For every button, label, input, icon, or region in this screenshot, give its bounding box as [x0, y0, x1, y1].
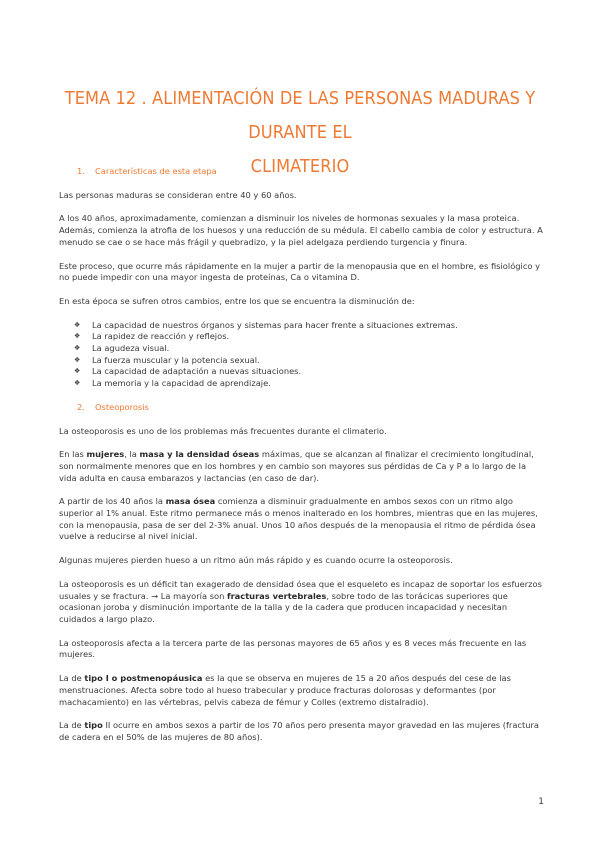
section-heading-1: [59, 166, 543, 178]
list-item: ❖ La fuerza muscular y la potencia sexual.: [74, 354, 260, 365]
page-number: 1: [538, 797, 544, 807]
diamond-bullet-icon: ❖: [74, 332, 81, 341]
list-item: ❖ La capacidad de nuestros órganos y sistemas para hacer frente a situaciones extremas.: [74, 319, 458, 330]
diamond-bullet-icon: ❖: [74, 320, 81, 329]
section-heading-text: Osteoporosis: [95, 401, 149, 412]
title-line-1: TEMA 12 . ALIMENTACIÓN DE LAS PERSONAS MADURAS Y DURANTE EL: [64, 88, 536, 143]
paragraph: Algunas mujeres pierden hueso a un ritmo aún más rápido y es cuando ocurre la osteoporosis.: [59, 555, 453, 566]
paragraph: A partir de los 40 años la masa ósea comienza a disminuir gradualmente en ambos sexos con un ritmo algo superior al 1% anual. Este ritmo permanece más o menos inalterado en los hombres, mientras que en las mujeres, con la menopausia, pasa de ser del 2-3% anual. Unos 10 años después de la menopausia el ritmo de pérdida ósea vuelve a reducirse al nivel inicial.: [59, 496, 538, 542]
diamond-bullet-icon: ❖: [74, 367, 81, 376]
diamond-bullet-icon: ❖: [74, 344, 81, 353]
section-number: 1.: [77, 166, 85, 176]
section-heading-text: Características de esta etapa: [95, 166, 217, 176]
section-number: 2.: [77, 401, 85, 412]
paragraph: Las personas maduras se consideran entre 40 y 60 años.: [59, 189, 297, 200]
paragraph: A los 40 años, aproximadamente, comienzan a disminuir los niveles de hormonas sexuales y la masa proteica. Además, comienza la atrofia de los huesos y una reducción de su médula. El cabello cambia de color y estructura. A menudo se cae o se hace más frágil y quebradizo, y la piel adelgaza perdiendo turgencia y finura.: [59, 213, 543, 247]
title-line-2: CLIMATERIO: [250, 156, 350, 177]
diamond-bullet-icon: ❖: [74, 379, 81, 388]
section-heading-2: [59, 402, 543, 414]
paragraph: En esta época se sufren otros cambios, entre los que se encuentra la disminución de:: [59, 295, 415, 306]
list-item: ❖ La agudeza visual.: [74, 343, 170, 354]
bullet-list: [74, 320, 543, 390]
diamond-bullet-icon: ❖: [74, 355, 81, 364]
paragraph: La de tipo II ocurre en ambos sexos a partir de los 70 años pero presenta mayor gravedad en las mujeres (fractura de cadera en el 50% de las mujeres de 80 años).: [59, 720, 539, 742]
document-body: [59, 166, 543, 756]
paragraph: La osteoporosis afecta a la tercera parte de las personas mayores de 65 años y es 8 veces más frecuente en las mujeres.: [59, 637, 527, 660]
list-item: ❖ La capacidad de adaptación a nuevas situaciones.: [74, 366, 302, 377]
list-item: ❖ La memoria y la capacidad de aprendizaje.: [74, 378, 271, 389]
paragraph: La de tipo I o postmenopáusica es la que se observa en mujeres de 15 a 20 años después del cese de las menstruaciones. Afecta sobre todo al hueso trabecular y produce fracturas dolorosas y deformantes (por machacamiento) en las vértebras, pelvis cabeza de fémur y Colles (extremo distalradio).: [59, 673, 511, 707]
paragraph: Este proceso, que ocurre más rápidamente en la mujer a partir de la menopausia que en el hombre, es fisiológico y no puede impedir con una mayor ingesta de proteínas, Ca o vitamina D.: [59, 260, 541, 283]
list-item: ❖ La rapidez de reacción y reflejos.: [74, 331, 230, 342]
paragraph: La osteoporosis es uno de los problemas más frecuentes durante el climaterio.: [59, 425, 387, 436]
paragraph: En las mujeres, la masa y la densidad óseas máximas, que se alcanzan al finalizar el crecimiento longitudinal, son normalmente menores que en los hombres y en cambio son mayores sus pérdidas de Ca y P a lo largo de la vida adulta en causa embarazos y lactancias (en caso de dar).: [59, 449, 534, 483]
paragraph: La osteoporosis es un déficit tan exagerado de densidad ósea que el esqueleto es incapaz de soportar los esfuerzos usuales y se fractura. → La mayoría son fracturas vertebrales, sobre todo de las torácicas superiores que ocasionan joroba y disminución importante de la talla y de la cadera que producen incapacidad y necesitan cuidados a largo plazo.: [59, 578, 542, 624]
